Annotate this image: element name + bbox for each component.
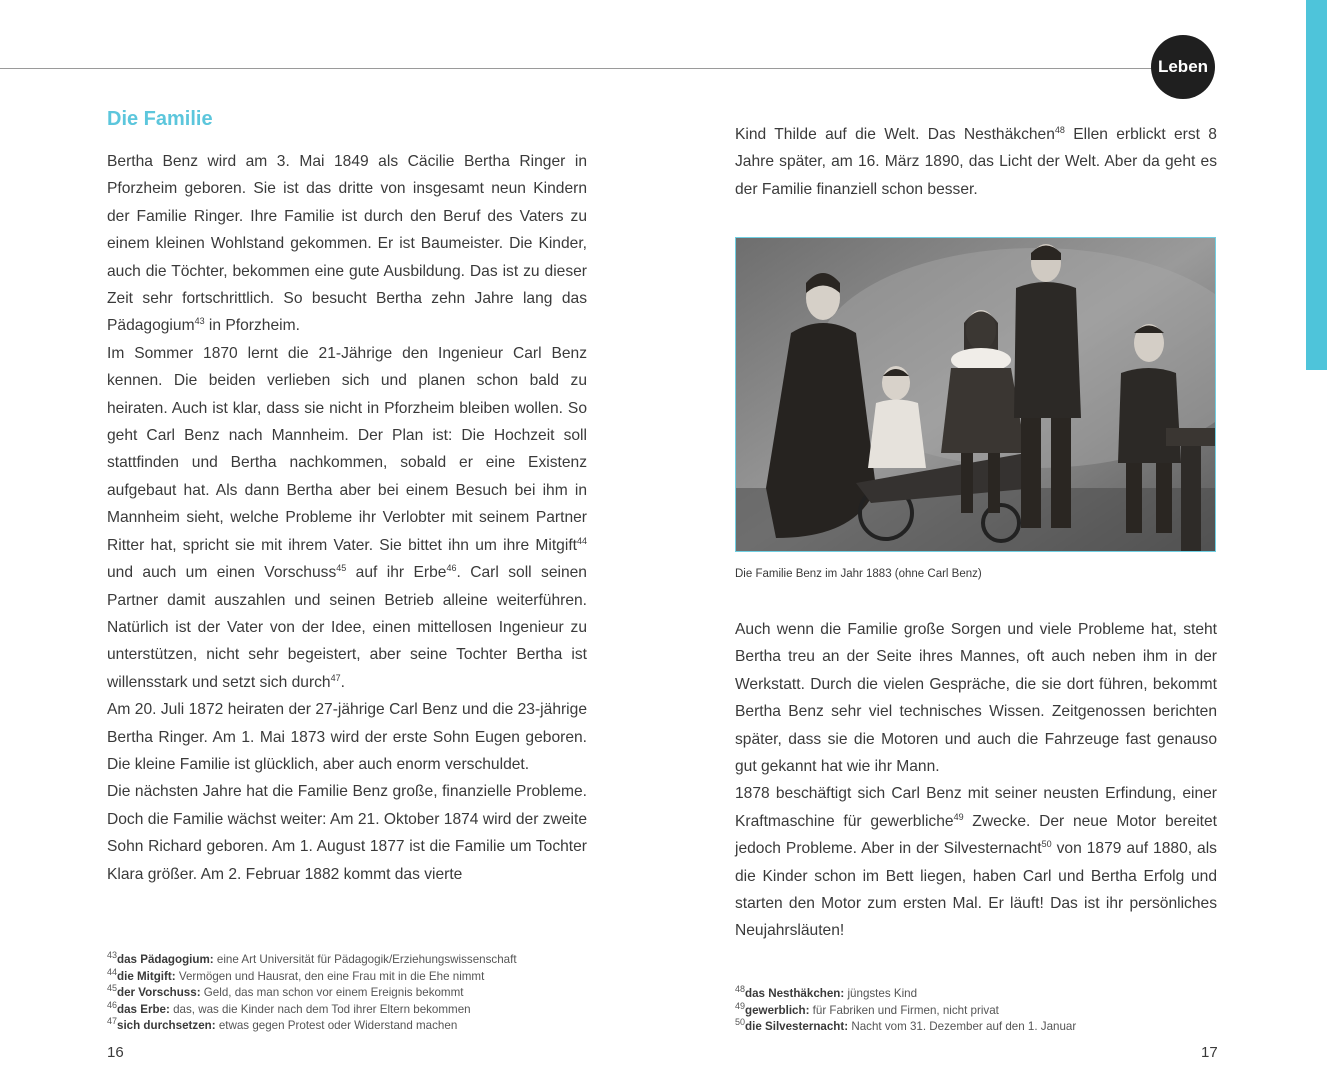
footnote-term: der Vorschuss: bbox=[117, 986, 201, 1000]
footnote-marker: 45 bbox=[336, 562, 347, 573]
right-body-text-top bbox=[735, 121, 1217, 203]
text-run: in Pforzheim. bbox=[204, 317, 300, 335]
paragraph bbox=[107, 340, 587, 696]
footnote bbox=[107, 952, 517, 969]
footnote-number: 50 bbox=[735, 1017, 746, 1028]
footnote-term: das Erbe: bbox=[117, 1002, 170, 1016]
text-run: von 1879 auf 1880, als die Kinder schon im Bett liegen, haben Carl und Bertha Erfolg und starten den Motor zum ersten Mal. Er läuft! Das ist ihr persönliches Neujahrsläuten! bbox=[735, 840, 1217, 940]
footnote-number: 45 bbox=[107, 983, 118, 994]
footnote-term: die Mitgift: bbox=[117, 969, 176, 983]
footnote-definition: eine Art Universität für Pädagogik/Erziehungswissenschaft bbox=[213, 953, 517, 966]
footnote-definition: Nacht vom 31. Dezember auf den 1. Januar bbox=[848, 1020, 1077, 1034]
footnote-number: 46 bbox=[107, 999, 118, 1010]
footnote-definition: jüngstes Kind bbox=[844, 987, 918, 1000]
page-number-right: 17 bbox=[1201, 1044, 1218, 1061]
footnote bbox=[107, 1018, 517, 1035]
section-label: Leben bbox=[1157, 57, 1209, 76]
text-run: Auch wenn die Familie große Sorgen und viele Probleme hat, steht Bertha treu an der Seite ihres Mannes, oft auch neben ihm in der Werkstatt. Durch die vielen Gespräche, die sie dort führen, bekommt Bertha Benz sehr viel technisches Wissen. Zeitgenossen berichten später, dass sie die Motoren und auch die Fahrzeuge fast genauso gut gekannt hat wie ihr Mann. bbox=[735, 621, 1217, 776]
text-run: Kind Thilde auf die Welt. Das Nesthäkchen bbox=[735, 126, 1055, 143]
paragraph bbox=[735, 616, 1217, 780]
footnote-definition: Vermögen und Hausrat, den eine Frau mit in die Ehe nimmt bbox=[175, 969, 485, 983]
footnote bbox=[735, 1000, 1076, 1020]
family-photo-image bbox=[736, 238, 1215, 551]
text-run: 1878 beschäftigt sich Carl Benz mit seiner neusten Erfindung, einer Kraftmaschine für gewerbliche bbox=[735, 785, 1217, 830]
paragraph bbox=[107, 778, 587, 888]
footnote-term: die Silvesternacht: bbox=[745, 1020, 849, 1034]
paragraph bbox=[107, 696, 587, 778]
footnote-definition: etwas gegen Protest oder Widerstand machen bbox=[215, 1019, 458, 1033]
text-run: und auch um einen Vorschuss bbox=[107, 564, 337, 582]
footnote-term: das Nesthäkchen: bbox=[745, 987, 845, 1000]
right-page bbox=[660, 0, 1327, 1080]
footnote-term: das Pädagogium: bbox=[117, 953, 214, 966]
left-footnotes bbox=[107, 952, 517, 1035]
footnote bbox=[735, 986, 1076, 1003]
photo-caption: Die Familie Benz im Jahr 1883 (ohne Carl Benz) bbox=[735, 568, 982, 580]
text-run: Die nächsten Jahre hat die Familie Benz große, finanzielle Probleme. Doch die Familie wächst weiter: Am 21. Oktober 1874 wird der zweite Sohn Richard geboren. Am 1. August 1877 ist die Familie um Tochter Klara größer. Am 2. Februar 1882 kommt das vierte bbox=[107, 783, 587, 883]
footnote-term: sich durchsetzen: bbox=[117, 1019, 216, 1033]
footnote bbox=[107, 985, 517, 1002]
family-photo bbox=[735, 237, 1216, 552]
paragraph bbox=[107, 148, 587, 340]
text-run: Im Sommer 1870 lernt die 21-Jährige den Ingenieur Carl Benz kennen. Die beiden verlieben sich und planen schon bald zu heiraten. Auch ist klar, dass sie nicht in Pforzheim bleiben wollen. So geht Carl Benz nach Mannheim. Der Plan ist: Die Hochzeit soll stattfinden und Bertha nachkommen, sobald er eine Existenz aufgebaut hat. Als dann Bertha aber bei einem Besuch bei ihm in Mannheim sieht, welche Probleme ihr Verlobter mit seinem Partner Ritter hat, spricht sie mit ihrem Vater. Sie bittet ihn um ihre Mitgift bbox=[107, 344, 587, 554]
footnote bbox=[107, 966, 517, 986]
footnote-marker: 50 bbox=[1041, 839, 1052, 850]
text-run: Ellen erblickt erst 8 Jahre später, am 16. März 1890, das Licht der Welt. Aber da geht es der Familie finanziell schon besser. bbox=[735, 126, 1217, 198]
footnote-marker: 43 bbox=[194, 316, 205, 327]
chapter-heading: Die Familie bbox=[107, 108, 213, 130]
footnote-number: 43 bbox=[107, 950, 118, 961]
footnote-definition: Geld, das man schon vor einem Ereignis bekommt bbox=[200, 986, 464, 1000]
footnote-definition: das, was die Kinder nach dem Tod ihrer Eltern bekommen bbox=[169, 1002, 471, 1016]
footnote-marker: 44 bbox=[576, 535, 587, 546]
paragraph bbox=[735, 121, 1217, 203]
text-run: Bertha Benz wird am 3. Mai 1849 als Cäcilie Bertha Ringer in Pforzheim geboren. Sie ist das dritte von insgesamt neun Kindern der Familie Ringer. Ihre Familie ist durch den Beruf des Vaters zu einem kleinen Wohlstand gekommen. Er ist Baumeister. Die Kinder, auch die Töchter, bekommen eine gute Ausbildung. Das ist zu dieser Zeit sehr fortschrittlich. So besucht Bertha zehn Jahre lang das Pädagogium bbox=[107, 153, 587, 335]
footnote-marker: 48 bbox=[1054, 124, 1065, 135]
text-run: Am 20. Juli 1872 heiraten der 27-jährige Carl Benz und die 23-jährige Bertha Ringer. Am 1. Mai 1873 wird der erste Sohn Eugen geboren. Die kleine Familie ist glücklich, aber auch enorm verschuldet. bbox=[107, 701, 587, 773]
left-page bbox=[0, 0, 660, 1080]
left-body-text bbox=[107, 148, 587, 888]
footnote bbox=[735, 1019, 1076, 1036]
text-run: Zwecke. Der neue Motor bereitet jedoch Probleme. Aber in der Silvesternacht bbox=[735, 812, 1217, 858]
footnote-marker: 46 bbox=[446, 562, 457, 573]
page-number-left: 16 bbox=[107, 1044, 124, 1061]
footnote-number: 48 bbox=[735, 984, 746, 995]
footnote-term: gewerblich: bbox=[745, 1003, 810, 1017]
footnote-definition: für Fabriken und Firmen, nicht privat bbox=[809, 1003, 999, 1017]
footnote-marker: 47 bbox=[330, 672, 341, 683]
footnote bbox=[107, 999, 517, 1019]
footnote-number: 44 bbox=[107, 966, 118, 977]
right-footnotes bbox=[735, 986, 1076, 1036]
footnote-number: 49 bbox=[735, 1000, 746, 1011]
paragraph bbox=[735, 780, 1217, 944]
footnote-number: 47 bbox=[107, 1016, 118, 1027]
text-run: . bbox=[340, 673, 345, 691]
text-run: auf ihr Erbe bbox=[346, 564, 447, 582]
text-run: . Carl soll seinen Partner damit auszahlen und seinen Betrieb alleine weiterführen. Natürlich ist der Vater von der Idee, einen mittellosen Ingenieur zu unterstützen, nicht sehr begeistert, aber seine Tochter Bertha ist willensstark und setzt sich durch bbox=[107, 564, 587, 691]
right-body-text-bottom bbox=[735, 616, 1217, 945]
footnote-marker: 49 bbox=[953, 811, 964, 822]
